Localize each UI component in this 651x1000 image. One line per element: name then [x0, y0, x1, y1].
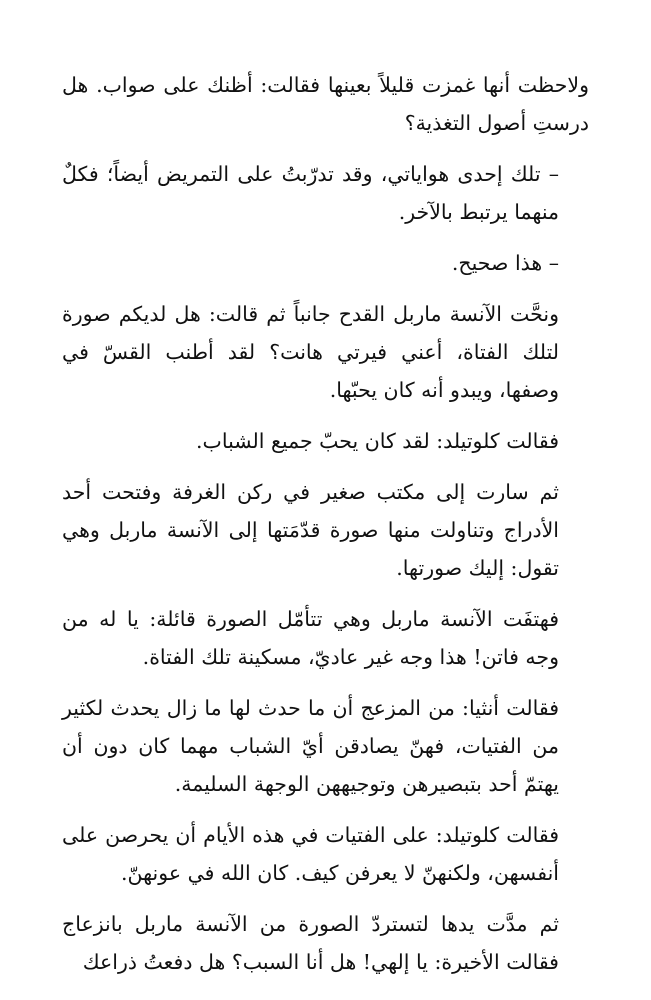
- paragraph-1: ولاحظت أنها غمزت قليلاً بعينها فقالت: أظنك على صواب. هل درستِ أصول التغذية؟: [62, 73, 589, 135]
- paragraph-4: ونحَّت الآنسة ماربل القدح جانباً ثم قالت: هل لديكم صورة لتلك الفتاة، أعني فيرتي هانت؟ لقد أطنب القسّ في وصفها، ويبدو أنه كان يحبّها.: [62, 302, 559, 402]
- paragraph-7: فهتفَت الآنسة ماربل وهي تتأمّل الصورة قائلة: يا له من وجه فاتن! هذا وجه غير عاديّ، مسكينة تلك الفتاة.: [62, 607, 559, 669]
- paragraph-10: ثم مدَّت يدها لتستردّ الصورة من الآنسة ماربل بانزعاج فقالت الأخيرة: يا إلهي! هل أنا السبب؟ هل دفعتُ ذراعك: [62, 912, 559, 974]
- paragraph-5: فقالت كلوتيلد: لقد كان يحبّ جميع الشباب.: [196, 429, 559, 453]
- paragraph-6: ثم سارت إلى مكتب صغير في ركن الغرفة وفتحت أحد الأدراج وتناولت منها صورة قدّمَتها إلى الآنسة ماربل وهي تقول: إليك صورتها.: [62, 480, 559, 580]
- paragraph-9: فقالت كلوتيلد: على الفتيات في هذه الأيام أن يحرصن على أنفسهن، ولكنهنّ لا يعرفن كيف. كان الله في عونهنّ.: [62, 823, 559, 885]
- paragraph-3: – هذا صحيح.: [451, 251, 559, 275]
- paragraph-2: – تلك إحدى هواياتي، وقد تدرّبتُ على التمريض أيضاً؛ فكلٌ منهما يرتبط بالآخر.: [62, 162, 559, 224]
- paragraph-8: فقالت أنثيا: من المزعج أن ما حدث لها ما زال يحدث لكثير من الفتيات، فهنّ يصادقن أيّ الشباب مهما كان دون أن يهتمّ أحد بتبصيرهن وتوجيههن الوجهة السليمة.: [62, 696, 559, 796]
- book-page: [62, 66, 589, 994]
